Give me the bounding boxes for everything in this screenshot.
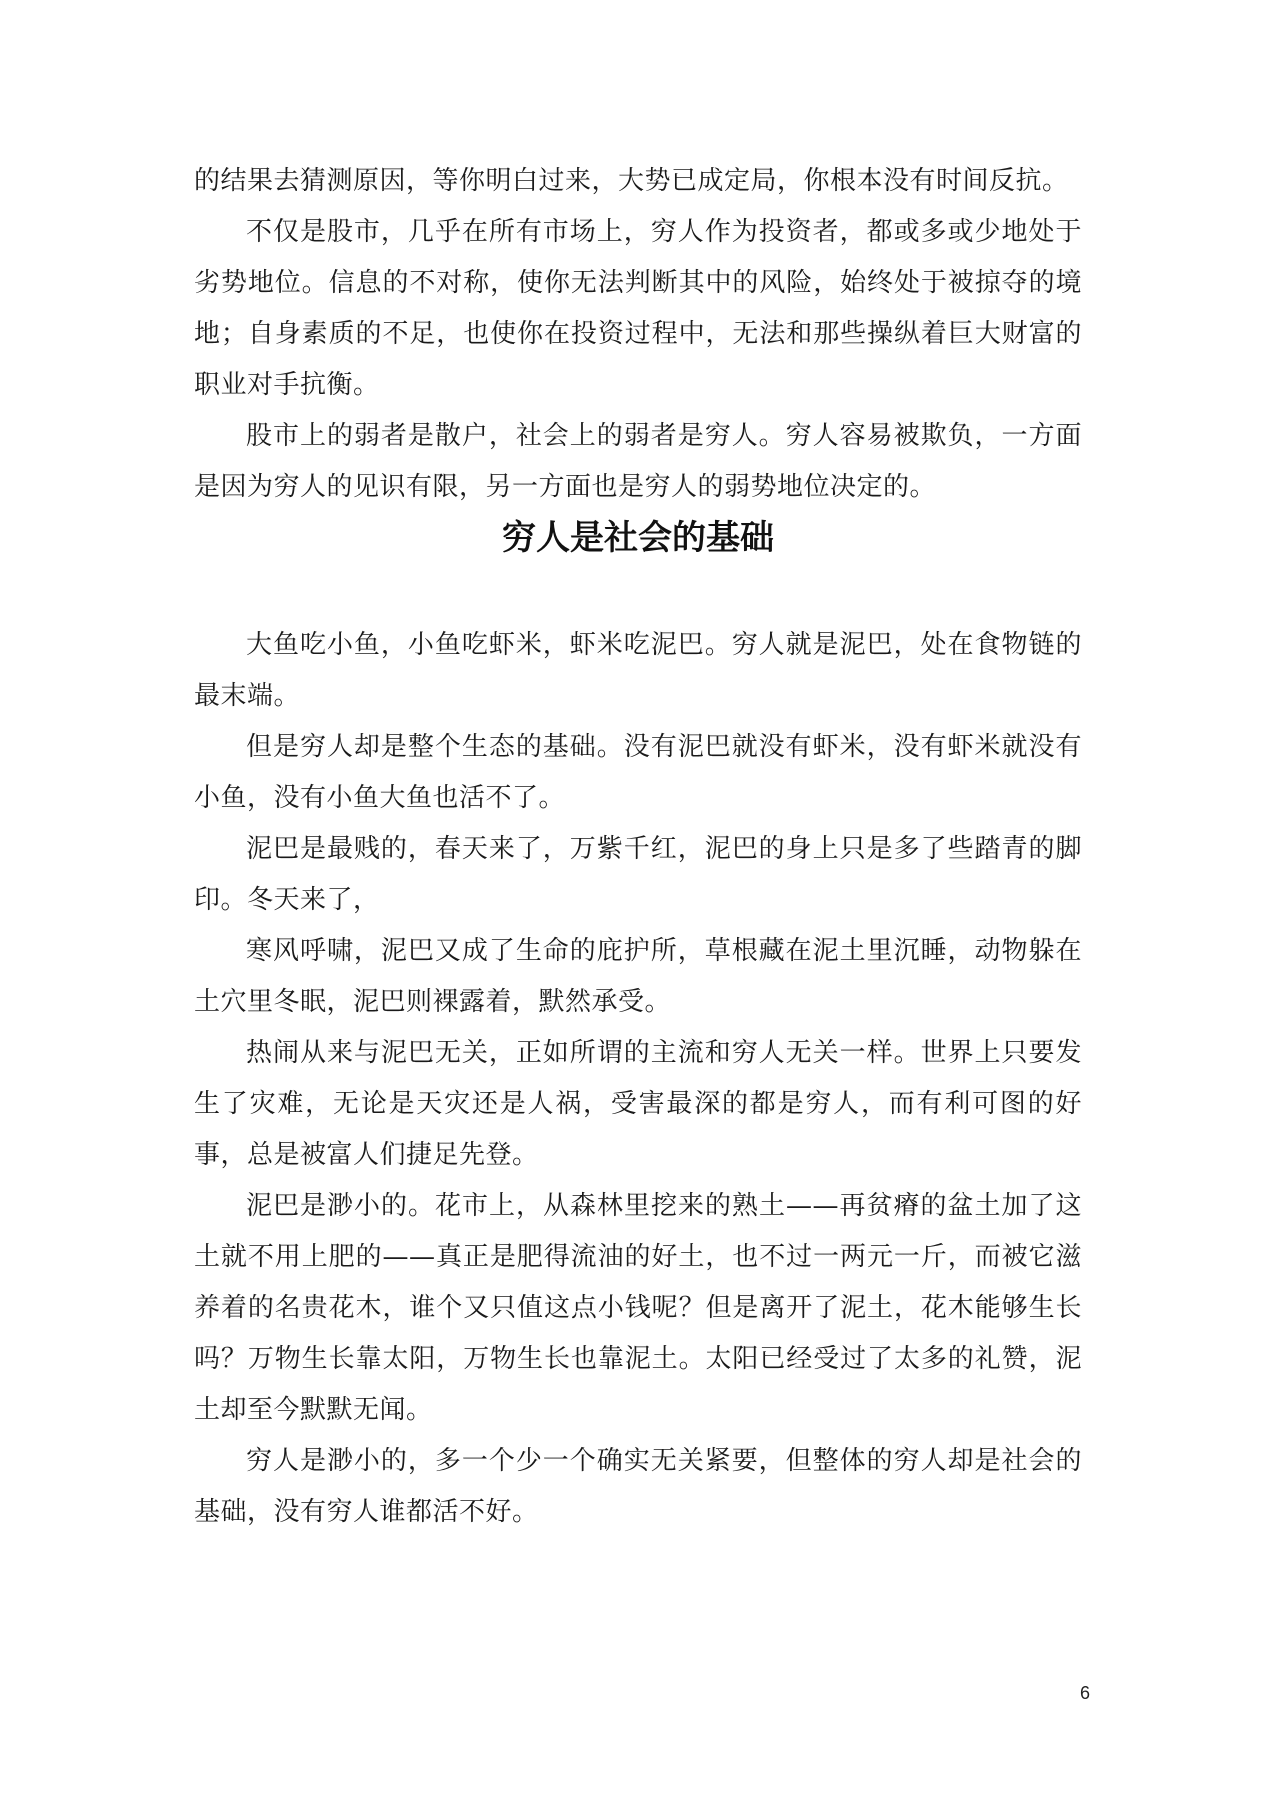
top-text-block — [194, 156, 1082, 513]
paragraph: 寒风呼啸，泥巴又成了生命的庇护所，草根藏在泥土里沉睡，动物躲在土穴里冬眠，泥巴则裸露着，默然承受。 — [194, 936, 1082, 1017]
paragraph: 穷人是渺小的，多一个少一个确实无关紧要，但整体的穷人却是社会的基础，没有穷人谁都活不好。 — [194, 1446, 1082, 1527]
paragraph: 热闹从来与泥巴无关，正如所谓的主流和穷人无关一样。世界上只要发生了灾难，无论是天灾还是人祸，受害最深的都是穷人，而有利可图的好事，总是被富人们捷足先登。 — [194, 1038, 1082, 1170]
paragraph: 泥巴是渺小的。花市上，从森林里挖来的熟土——再贫瘠的盆土加了这土就不用上肥的——真正是肥得流油的好土，也不过一两元一斤，而被它滋养着的名贵花木，谁个又只值这点小钱呢？但是离开了泥土，花木能够生长吗？万物生长靠太阳，万物生长也靠泥土。太阳已经受过了太多的礼赞，泥土却至今默默无闻。 — [194, 1191, 1082, 1425]
page-number: 6 — [1079, 1683, 1090, 1703]
paragraph: 不仅是股市，几乎在所有市场上，穷人作为投资者，都或多或少地处于劣势地位。信息的不对称，使你无法判断其中的风险，始终处于被掠夺的境地；自身素质的不足，也使你在投资过程中，无法和那些操纵着巨大财富的职业对手抗衡。 — [194, 217, 1082, 400]
section-title: 穷人是社会的基础 — [502, 518, 774, 558]
paragraph: 股市上的弱者是散户，社会上的弱者是穷人。穷人容易被欺负，一方面是因为穷人的见识有限，另一方面也是穷人的弱势地位决定的。 — [194, 421, 1082, 502]
paragraph-continued: 的结果去猜测原因，等你明白过来，大势已成定局，你根本没有时间反抗。 — [194, 166, 1069, 196]
section-text-block — [194, 620, 1082, 1538]
paragraph: 泥巴是最贱的，春天来了，万紫千红，泥巴的身上只是多了些踏青的脚印。冬天来了， — [194, 834, 1082, 915]
paragraph: 但是穷人却是整个生态的基础。没有泥巴就没有虾米，没有虾米就没有小鱼，没有小鱼大鱼也活不了。 — [194, 732, 1082, 813]
paragraph: 大鱼吃小鱼，小鱼吃虾米，虾米吃泥巴。穷人就是泥巴，处在食物链的最末端。 — [194, 630, 1082, 711]
